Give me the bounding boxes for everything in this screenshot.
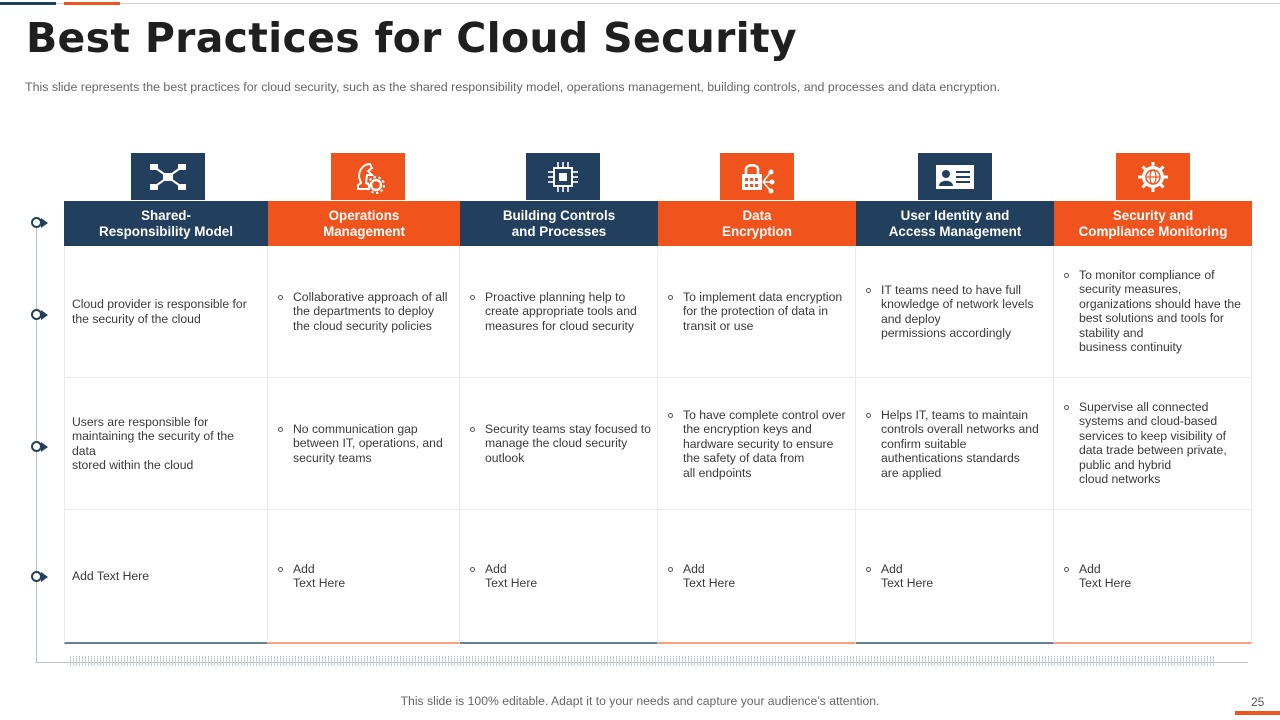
bullet-icon <box>278 567 283 572</box>
table-cell: To have complete control over the encryption keys and hardware security to ensure the safety of data from all endpoints <box>658 378 856 510</box>
timeline-marker <box>31 217 49 229</box>
column-header: Data Encryption <box>658 201 856 246</box>
bullet-icon <box>470 295 475 300</box>
page-number-accent <box>1235 711 1280 715</box>
table-cell: To monitor compliance of security measures, organizations should have the best solutions and tools for stability and business continuity <box>1054 246 1252 378</box>
table-cell: Users are responsible for maintaining the security of the data stored within the cloud <box>64 378 268 510</box>
column-header: Building Controls and Processes <box>460 201 658 246</box>
id-card-icon <box>918 153 992 200</box>
table-cell: IT teams need to have full knowledge of network levels and deploy permissions accordingly <box>856 246 1054 378</box>
top-rule <box>0 3 1280 4</box>
bullet-icon <box>1064 273 1069 278</box>
bullet-icon <box>278 427 283 432</box>
bullet-icon <box>866 567 871 572</box>
table-cell: No communication gap between IT, operations, and security teams <box>268 378 460 510</box>
table-cell: Helps IT, teams to maintain controls overall networks and confirm suitable authentications standards are applied <box>856 378 1054 510</box>
top-accent-navy <box>0 2 56 5</box>
table-cell: Proactive planning help to create appropriate tools and measures for cloud security <box>460 246 658 378</box>
column-header: Security and Compliance Monitoring <box>1054 201 1252 246</box>
bullet-icon <box>470 427 475 432</box>
bullet-icon <box>278 295 283 300</box>
page-number: 25 <box>1251 695 1265 709</box>
chess-knight-gear-icon <box>331 153 405 200</box>
table-cell: Add Text Here <box>856 510 1054 644</box>
table-cell: Supervise all connected systems and cloud-based services to keep visibility of data trade between private, public and hybrid cloud networks <box>1054 378 1252 510</box>
bullet-icon <box>470 567 475 572</box>
bullet-icon <box>1064 405 1069 410</box>
slide-subtitle: This slide represents the best practices for cloud security, such as the shared responsibility model, operations management, building controls, and processes and data encryption. <box>25 80 1001 94</box>
bullet-icon <box>1064 567 1069 572</box>
bullet-icon <box>668 295 673 300</box>
ruler-ticks <box>70 656 1215 666</box>
table-cell: Security teams stay focused to manage the cloud security outlook <box>460 378 658 510</box>
top-accent-orange <box>64 2 120 5</box>
bullet-icon <box>668 413 673 418</box>
microchip-icon <box>526 153 600 200</box>
bullet-icon <box>866 288 871 293</box>
table-cell: Collaborative approach of all the departments to deploy the cloud security policies <box>268 246 460 378</box>
column-header: Operations Management <box>268 201 460 246</box>
lock-network-icon <box>720 153 794 200</box>
network-nodes-icon <box>131 153 205 200</box>
table-cell: Add Text Here <box>460 510 658 644</box>
table-cell: To implement data encryption for the protection of data in transit or use <box>658 246 856 378</box>
table-cell: Add Text Here <box>268 510 460 644</box>
table-cell: Add Text Here <box>64 510 268 644</box>
globe-gear-icon <box>1116 153 1190 200</box>
bullet-icon <box>866 413 871 418</box>
bullet-icon <box>668 567 673 572</box>
table-cell: Add Text Here <box>658 510 856 644</box>
timeline-marker <box>31 571 49 583</box>
column-header: Shared- Responsibility Model <box>64 201 268 246</box>
slide-title: Best Practices for Cloud Security <box>26 14 797 62</box>
timeline-marker <box>31 309 49 321</box>
slide-footer: This slide is 100% editable. Adapt it to your needs and capture your audience’s attention. <box>400 694 880 708</box>
timeline-marker <box>31 441 49 453</box>
column-header: User Identity and Access Management <box>856 201 1054 246</box>
table-cell: Cloud provider is responsible for the security of the cloud <box>64 246 268 378</box>
best-practices-table <box>64 201 1252 644</box>
table-cell: Add Text Here <box>1054 510 1252 644</box>
